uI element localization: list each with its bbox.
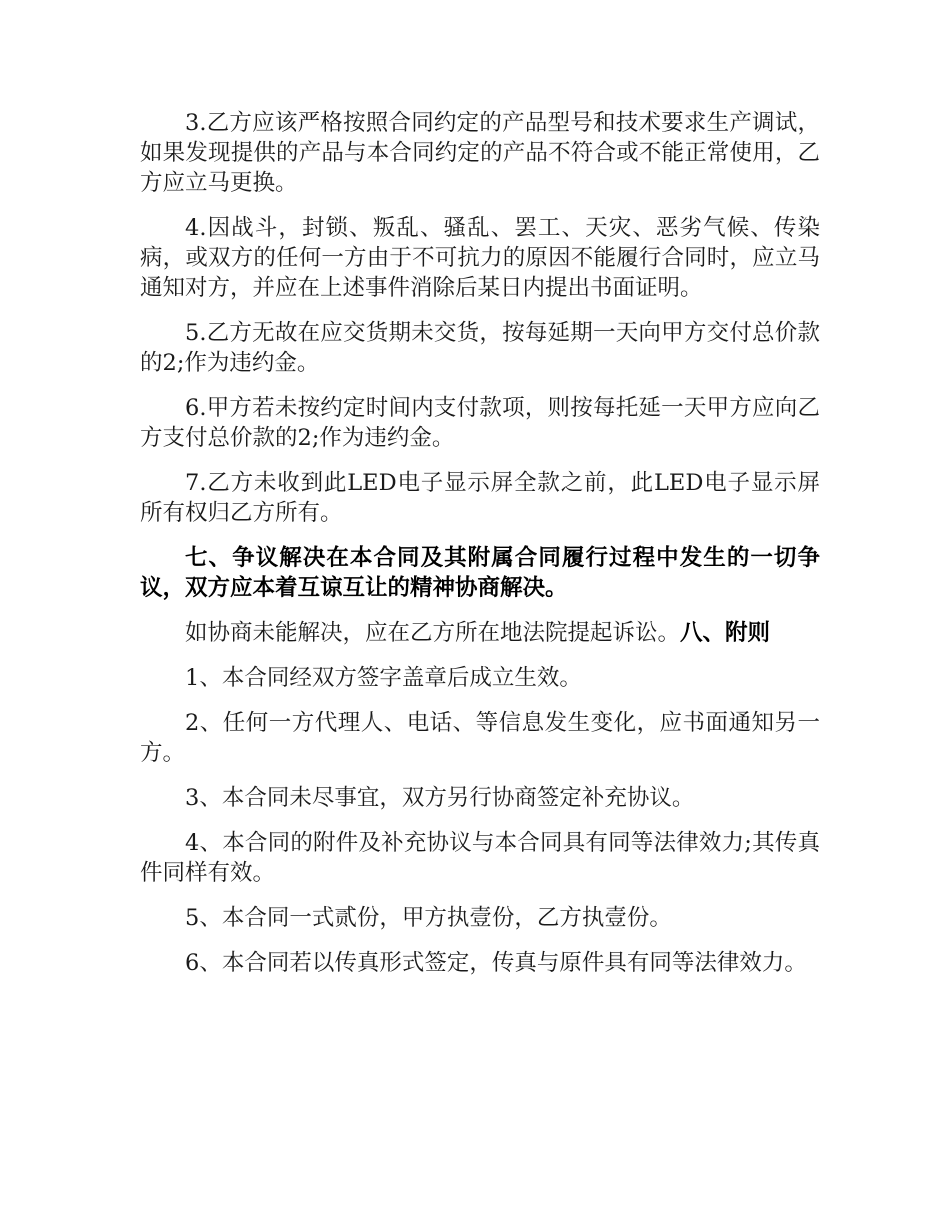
contract-page [140,108,820,978]
litigation-paragraph [140,618,820,648]
clause-6-5: 5.乙方无故在应交货期未交货，按每延期一天向甲方交付总价款的2;作为违约金。 [140,320,820,376]
clause-6-6: 6.甲方若未按约定时间内支付款项，则按每托延一天甲方应向乙方支付总价款的2;作为违约金。 [140,395,820,451]
clause-6-7: 7.乙方未收到此LED电子显示屏全款之前，此LED电子显示屏所有权归乙方所有。 [140,470,820,526]
clause-8-4: 4、本合同的附件及补充协议与本合同具有同等法律效力;其传真件同样有效。 [140,830,820,886]
litigation-text: 如协商未能解决，应在乙方所在地法院提起诉讼。 [185,620,681,646]
clause-6-3: 3.乙方应该严格按照合同约定的产品型号和技术要求生产调试，如果发现提供的产品与本合同约定的产品不符合或不能正常使用，乙方应立马更换。 [140,110,820,196]
clause-8-1: 1、本合同经双方签字盖章后成立生效。 [185,665,582,691]
clause-8-3: 3、本合同未尽事宜，双方另行协商签定补充协议。 [185,785,695,811]
clause-8-6: 6、本合同若以传真形式签定，传真与原件具有同等法律效力。 [185,950,807,976]
section-eight-heading: 八、附则 [680,620,771,646]
section-seven-heading: 七、争议解决在本合同及其附属合同履行过程中发生的一切争议，双方应本着互谅互让的精神协商解决。 [140,545,820,601]
clause-6-4: 4.因战斗，封锁、叛乱、骚乱、罢工、天灾、恶劣气候、传染病，或双方的任何一方由于不可抗力的原因不能履行合同时，应立马通知对方，并应在上述事件消除后某日内提出书面证明。 [140,215,820,301]
clause-8-2: 2、任何一方代理人、电话、等信息发生变化，应书面通知另一方。 [140,710,820,766]
clause-8-5: 5、本合同一式贰份，甲方执壹份，乙方执壹份。 [185,905,672,931]
